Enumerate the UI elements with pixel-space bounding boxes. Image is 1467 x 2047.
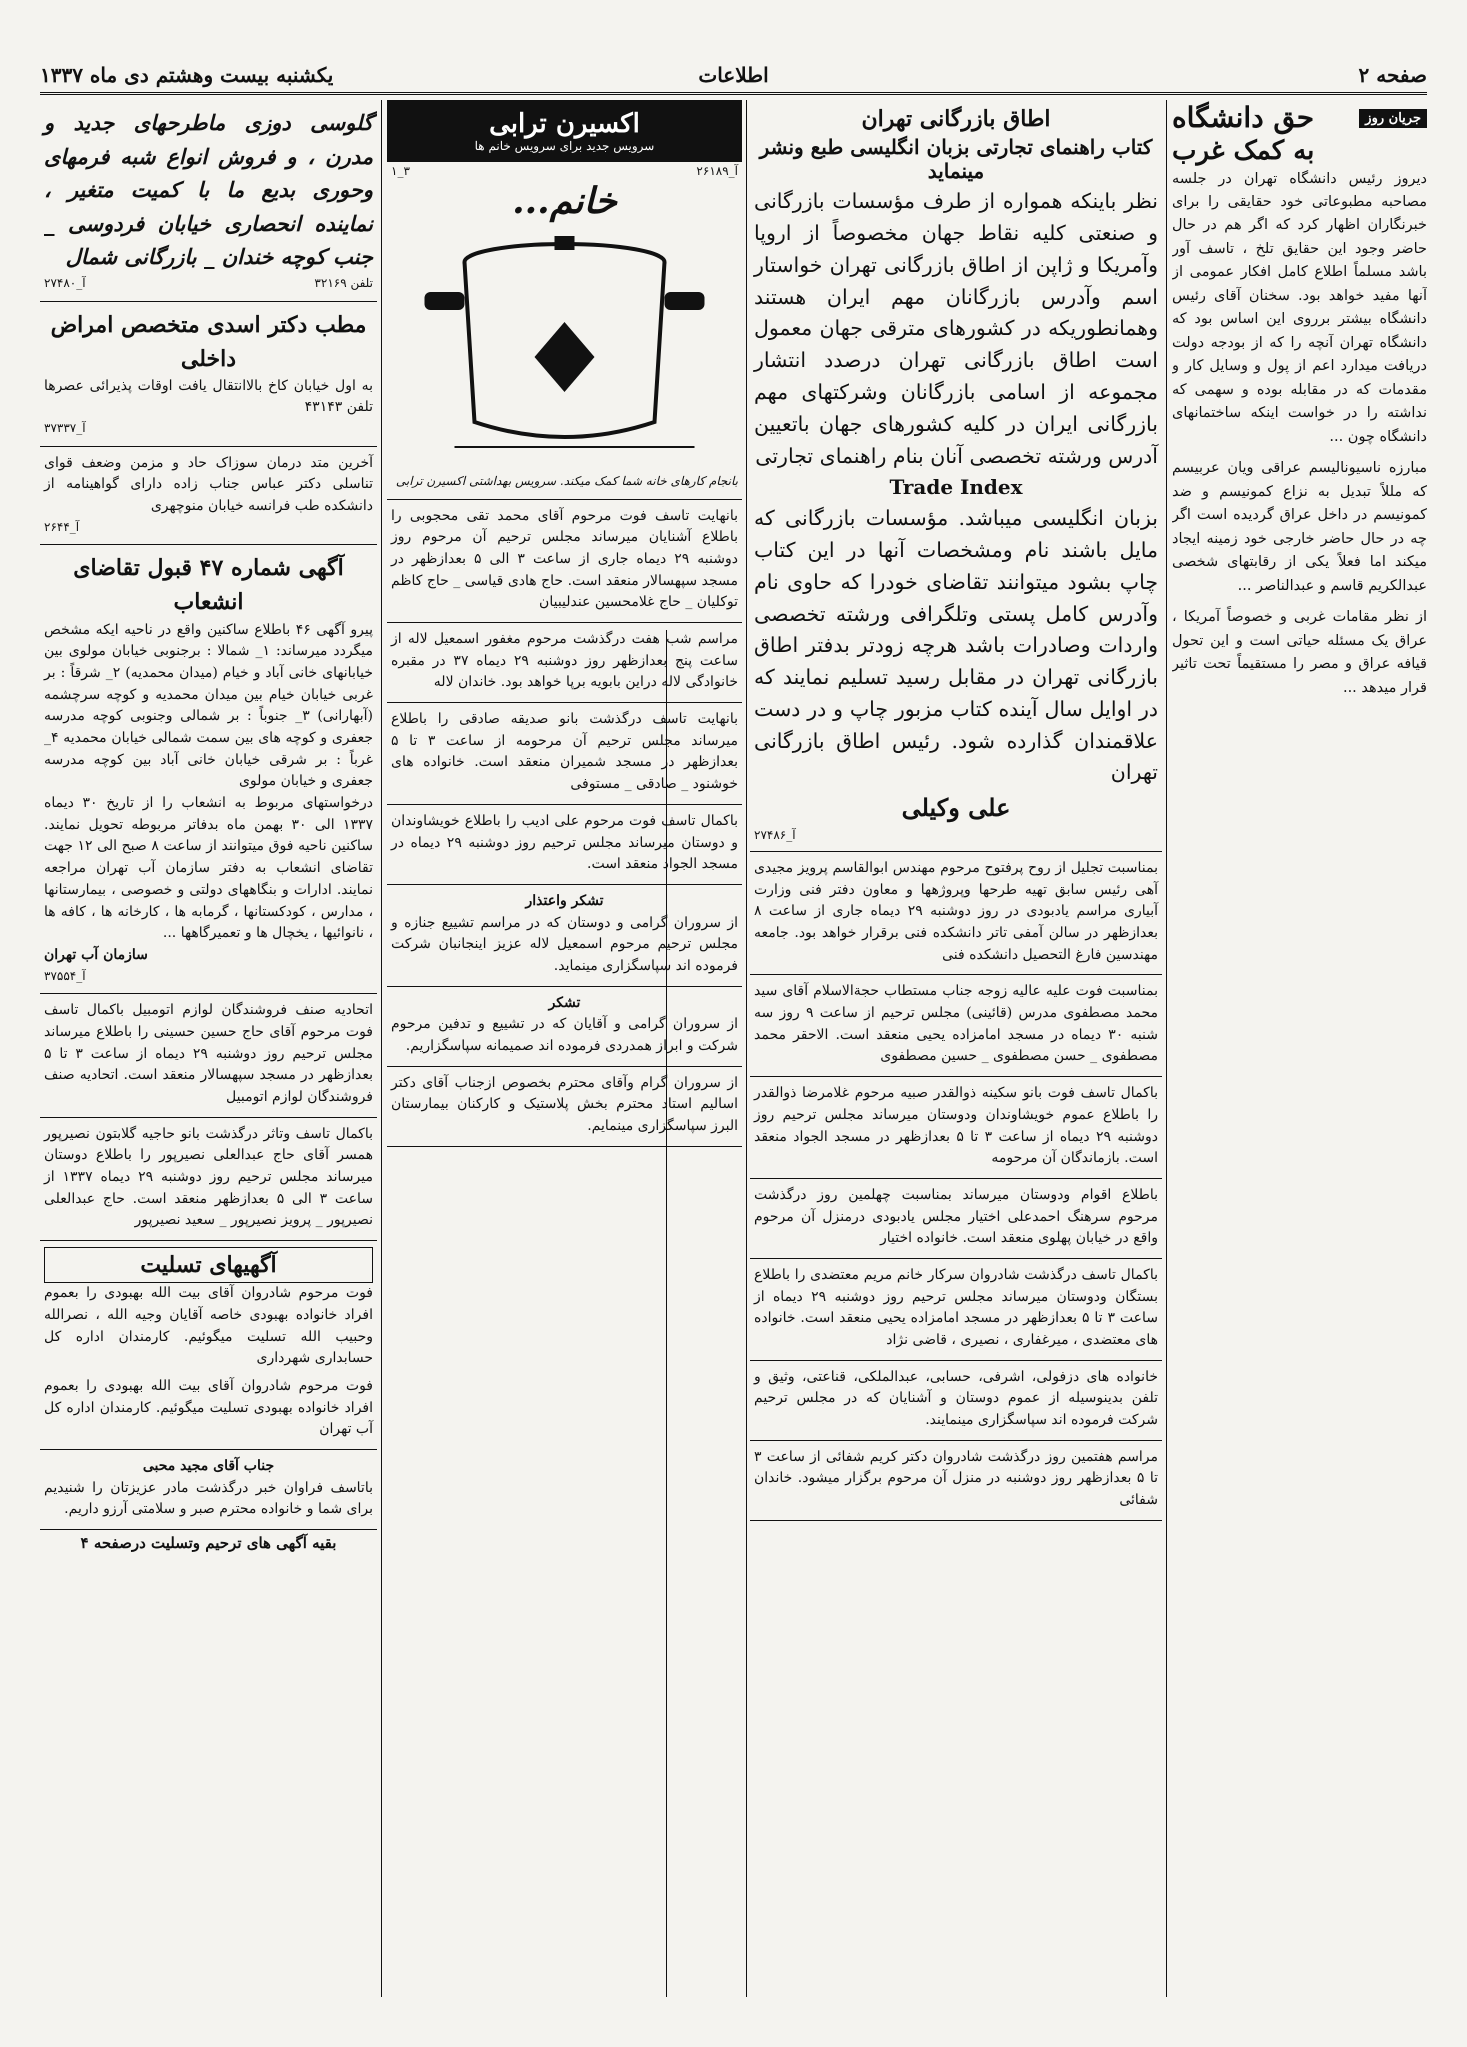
brand-ad-box xyxy=(387,100,742,162)
condolence-text: فوت مرحوم شادروان آقای بیت الله بهبودی را بعموم افراد خانواده بهبودی خاصه آقایان وجیه الله ، نصرالله وحبیب الله تسلیت میگوئیم. کارمندان اداره کل حسابداری شهرداری xyxy=(44,1285,373,1367)
pressure-cooker-illustration xyxy=(387,222,742,462)
clinic-ad xyxy=(40,302,377,447)
column-commerce xyxy=(750,100,1162,1997)
commerce-subtitle: کتاب راهنمای تجارتی بزبان انگلیسی طبع ونشر مینماید xyxy=(759,135,1153,184)
headline-university-right: حق دانشگاه xyxy=(1172,101,1315,134)
commerce-body: نظر باینکه همواره از طرف مؤسسات بازرگانی و صنعتی کلیه نقاط جهان مخصوصاً از اروپا وآمریکا و ژاپن از اطاق بازرگانی تهران خواستار اسم وآدرس بازرگانان مهم ایران هستند وهمانطوریکه در کشورهای مترقی جهان معمول است اطاق بازرگانی تهران درصدد انتشار مجموعه از اسامی بازرگانان وشرکتهای مهم بازرگانی ایران در کلیه کشورهای جهان باتعیین آدرس ورشته تخصصی آنان بنام راهنمای تجارتی xyxy=(754,189,1158,468)
ad-caption: بانجام کارهای خانه شما کمک میکند. سرویس بهداشتی اکسیرن ترابی xyxy=(387,466,742,500)
article-west: از نظر مقامات غربی و خصوصاً آمریکا ، عراق یک مسئله حیاتی است و این تحول قیافه عراق و مصر را مستقیماً تحت تاثیر قرار میدهد ... xyxy=(1172,609,1427,696)
clinic-ref: آ_۳۷۳۳۷ xyxy=(44,421,86,436)
water-notice-ref: آ_۳۷۵۵۴ xyxy=(44,968,86,983)
ad-headline-madam: خانم... xyxy=(512,180,617,222)
column-rule xyxy=(746,100,747,1997)
brand-ref: آ_۲۶۱۸۹ xyxy=(696,164,738,178)
calligraphy-ad-text: گلوسی دوزی ماطرحهای جدید و مدرن ، و فروش انواع شبه فرمهای وحوری بدیع ما با کمیت متغیر ، نماینده انحصاری خیابان فردوسی _ جنب کوچه خندان _ بازرگانی شمال xyxy=(44,110,373,270)
trade-index-label: Trade Index xyxy=(889,475,1023,500)
column-classifieds xyxy=(40,100,377,1997)
obituary-notice: مراسم شب هفت درگذشت مرحوم مغفور اسمعیل لاله از ساعت پنج بعدازظهر روز دوشنبه ۲۹ دیماه ۳۷ در مقبره خانوادگی لاله دراین بابویه برپا خواهد بود. خاندان لاله xyxy=(387,623,742,703)
thanks-title: تشکر xyxy=(548,994,581,1011)
newspaper-name: اطلاعات xyxy=(698,63,769,87)
medical-notice-ref: آ_۲۶۴۴ xyxy=(44,519,80,534)
commerce-body-cont: بزبان انگلیسی میباشد. مؤسسات بازرگانی که مایل باشند نام ومشخصات آنها در این کتاب چاپ بشود میتوانند تقاضای خودرا که حاوی نام وآدرس کامل پستی وتلگرافی ورشته تخصصی واردات وصادرات باشد هرچه زودتر بدفتر اطاق بازرگانی تهران در مقابل رسید تسلیم نمایند که در اوایل سال آینده کتاب مزبور چاپ و در دست علاقمندان گذارده شود. رئیس اطاق بازرگانی تهران xyxy=(754,506,1158,785)
brand-subtitle: سرویس جدید برای سرویس خانم ها xyxy=(474,139,655,153)
clinic-title: مطب دکتر اسدی متخصص امراض داخلی xyxy=(50,311,367,372)
thanks-notice xyxy=(387,885,742,987)
column-editorial xyxy=(1172,100,1427,1997)
article-iraq: مبارزه ناسیونالیسم عراقی ویان عربیسم که مللاً تبدیل به نزاع کمونیسم و ضد کمونیسم در داخل عراق گردیده است اگر چه در حال حاضر خارجی خود زمینه ایجاد میکند اما فعلاً یکی از رقابتهای شخصی عبدالکریم قاسم و عبدالناصر ... xyxy=(1172,460,1427,594)
personal-condolence xyxy=(40,1450,377,1530)
obituary-notice: باکمال تاسف فوت بانو سکینه ذوالقدر صبیه مرحوم غلامرضا ذوالقدر را باطلاع عموم خویشاوندان ودوستان میرساند مجلس ترحیم روز دوشنبه ۲۹ دیماه از ساعت ۳ تا ۵ بعدازظهر در مسجد الجواد منعقد است. بازماندگان آن مرحومه xyxy=(750,1077,1162,1179)
brand-ref-b: ۳_۱ xyxy=(391,164,410,178)
page-number: صفحه ۲ xyxy=(1358,63,1427,87)
water-notice-body-cont: درخواستهای مربوط به انشعاب را از تاریخ ۳۰ دیماه ۱۳۳۷ الی ۳۰ بهمن ماه بدفاتر مربوطه تحویل نمایند. ساکنین ناحیه فوق میتوانند از ساعت ۸ صبح الی ۱۲ جهت تقاضای انشعاب به دفتر سازمان آب تهران مراجعه نمایند. ادارات و بنگاههای دولتی و خصوصی ، بیمارستانها ، مدارس ، کودکستانها ، گرمابه ها ، کارخانه ها ، کافه ها ، نانوائیها ، یخچال ها و تعمیرگاهها ... xyxy=(44,795,374,942)
page-header xyxy=(40,62,1427,95)
calligraphy-ad xyxy=(40,100,377,302)
obituary-notice: بانهایت تاسف فوت مرحوم آقای محمد تقی محجوبی را باطلاع آشنایان میرساند مجلس ترحیم آن مرحوم روز دوشنبه ۲۹ دیماه جاری از ساعت ۳ الی ۵ بعدازظهر در مسجد سپهسالار منعقد است. حاج هادی قیاسی _ حاج کاظم توکلیان _ حاج غلامحسین عندلیبیان xyxy=(387,500,742,623)
condolence-section xyxy=(40,1241,377,1450)
obituary-notice: خانواده های دزفولی، اشرفی، حسابی، عبدالملکی، قناعتی، وثیق و تلفن بدینوسیله از عموم دوستان و آشنایان که در مجلس ترحیم شرکت فرموده اند سپاسگزاری مینمایند. xyxy=(750,1361,1162,1441)
badge-current-affairs: جریان روز xyxy=(1359,109,1427,128)
commerce-ref: آ_۲۷۴۸۶ xyxy=(754,828,796,843)
water-notice-title: آگهی شماره ۴۷ قبول تقاضای انشعاب xyxy=(73,555,344,616)
thanks-body: از سروران گرامی و آقایان که در تشییع و تدفین مرحوم شرکت و ابراز همدردی فرموده اند صمیمانه سپاسگزاریم. xyxy=(391,1016,738,1055)
thanks-notice xyxy=(387,987,742,1067)
column-rule xyxy=(381,100,382,1997)
thanks-notice: از سروران گرام وآقای محترم بخصوص ازجناب آقای دکتر اسالیم استاد محترم بخش پلاستیک و کارکنان بیمارستان البرز سپاسگزاری مینمایم. xyxy=(387,1067,742,1147)
thanks-body: از سروران گرامی و دوستان که در مراسم تشییع جنازه و مجلس ترحیم مرحوم اسمعیل لاله عزیز اینجانبان شرکت فرموده اند سپاسگزاری مینماید. xyxy=(391,914,738,974)
water-notice-signature: سازمان آب تهران xyxy=(44,946,148,963)
obituary-notice: باطلاع اقوام ودوستان میرساند بمناسبت چهلمین روز درگذشت مرحوم سرهنگ احمدعلی اختیار مجلس یادبودی درمنزل آن مرحوم واقع در خیابان پهلوی منعقد است. خانواده اختیار xyxy=(750,1179,1162,1259)
condolence-text: فوت مرحوم شادروان آقای بیت الله بهبودی را بعموم افراد خانواده بهبودی تسلیت میگوئیم. کارمندان اداره کل آب تهران xyxy=(44,1377,373,1438)
medical-notice xyxy=(40,447,377,546)
personal-condolence-body: باتاسف فراوان خبر درگذشت مادر عزیزتان را شنیدیم برای شما و خانواده محترم صبر و سلامتی آرزو داریم. xyxy=(44,1479,373,1518)
obituary-notice: مراسم هفتمین روز درگذشت شادروان دکتر کریم شفائی از ساعت ۳ تا ۵ بعدازظهر روز دوشنبه در منزل آن مرحوم برگزار میشود. خاندان شفائی xyxy=(750,1441,1162,1521)
water-branch-notice xyxy=(40,545,377,994)
brand-title: اکسیرن ترابی xyxy=(489,109,640,139)
column-rule xyxy=(1166,100,1167,1997)
personal-condolence-title: جناب آقای مجید محبی xyxy=(142,1457,275,1474)
article-university: دیروز رئیس دانشگاه تهران در جلسه مصاحبه مطبوعاتی خود حقایقی را برای خبرنگاران اظهار کرد که اگر هم در حال حاضر وجود این حقایق تلخ ، تاسف آور باشد مسلماً اطلاع کامل افکار عمومی از آنها مفید خواهد بود. سخنان آقای رئیس دانشگاه بیشتر برروی این اساس بود که دانشگاه تهران آنچه را که از بودجه دولت دریافت میدارد اعم از پول و وسایل کار و مقدمات که در مقابله بوده و سهمی که نداشته را در خواست اینکه ساختمانهای دانشگاه چون ... xyxy=(1172,170,1427,445)
clinic-body: به اول خیابان کاخ بالاانتقال یافت اوقات پذیرائی عصرها تلفن ۴۳۱۴۳ xyxy=(44,377,373,416)
commerce-title: اطاق بازرگانی تهران xyxy=(861,106,1051,132)
continued-note: بقیه آگهی های ترحیم وتسلیت درصفحه ۴ xyxy=(80,1534,337,1552)
column-ads xyxy=(387,100,742,1997)
obituary-notice: بانهایت تاسف درگذشت بانو صدیقه صادقی را باطلاع میرساند مجلس ترحیم آن مرحومه از ساعت ۳ تا ۵ بعدازظهر در مسجد شمیران منعقد است. خانواده های خوشنود _ صادقی _ مستوفی xyxy=(387,703,742,805)
obituary-notice: اتحادیه صنف فروشندگان لوازم اتومبیل باکمال تاسف فوت مرحوم آقای حاج حسین حسینی را باطلاع میرساند مجلس ترحیم روز دوشنبه ۲۹ دیماه از ساعت ۳ تا ۵ بعدازظهر در مسجد سپهسالار منعقد است. اتحادیه صنف فروشندگان لوازم اتومبیل xyxy=(40,994,377,1117)
obituary-notice: باکمال تاسف وتاثر درگذشت بانو حاجیه گلابتون نصیرپور همسر آقای حاج عبدالعلی نصیرپور را باطلاع دوستان میرساند مجلس ترحیم روز دوشنبه ۲۹ دیماه ۱۳۳۷ از ساعت ۳ الی ۵ بعدازظهر منعقد است. حاج عبدالعلی نصیرپور _ پرویز نصیرپور _ سعید نصیرپور xyxy=(40,1118,377,1241)
condolence-title: آگهیهای تسلیت xyxy=(44,1247,373,1283)
obituary-notice: باکمال تاسف درگذشت شادروان سرکار خانم مریم معتضدی را باطلاع بستگان ودوستان میرساند مجلس ترحیم روز دوشنبه ۲۹ دیماه از ساعت ۳ تا ۵ بعدازظهر در مسجد امامزاده یحیی منعقد است. خانواده های معتضدی ، میرغفاری ، نصیری ، قاضی نژاد xyxy=(750,1259,1162,1361)
issue-date: یکشنبه بیست وهشتم دی ماه ۱۳۳۷ xyxy=(40,63,334,87)
ad-phone: تلفن ۳۲۱۶۹ xyxy=(314,275,373,290)
obituary-notice: باکمال تاسف فوت مرحوم علی ادیب را باطلاع خویشاوندان و دوستان میرساند مجلس ترحیم روز دوشنبه ۲۹ دیماه در مسجد الجواد منعقد است. xyxy=(387,805,742,885)
ad-ref: آ_۲۷۴۸۰ xyxy=(44,275,86,290)
obituary-notice: بمناسبت تجلیل از روح پرفتوح مرحوم مهندس ابوالقاسم پرویز مجیدی آهی رئیس سابق تهیه طرحها وپروژهها و معاون دفتر فنی وزارت آبیاری مراسم یادبودی در روز دوشنبه ۲۹ دیماه جاری از ساعت ۸ بعدازظهر در سالن آمفی تاتر دانشکده فنی برقرار خواهد بود. جامعه مهندسین فارغ التحصیل دانشکده فنی xyxy=(750,852,1162,975)
thanks-title: تشکر واعتذار xyxy=(525,892,604,909)
water-notice-body: پیرو آگهی ۴۶ باطلاع ساکنین واقع در ناحیه ایکه مشخص میگردد میرساند: ۱_ شمالا : برجنوبی خیابان مولوی بین خیابانهای خانی آباد و خیام (میدان محمدیه) ۲_ شرقاً : بر غربی خیابان خیام بین میدان محمدیه و کوچه سرچشمه (آبهارانی) ۳_ جنوباً : بر شمالی وجنوبی کوچه مدرسه جعفری و کوچه های بین سمت شمالی خیابان محمدیه ۴_ غرباً : بر شرقی خیابان خانی آباد بین کوچه مدرسه جعفری و خیابان مولوی xyxy=(44,621,373,790)
headline-west-aid: به کمک غرب xyxy=(1172,136,1315,166)
commerce-notice xyxy=(750,100,1162,852)
obituary-notice: بمناسبت فوت علیه عالیه زوجه جناب مستطاب حجةالاسلام آقای سید محمد مصطفوی مدرس (قائینی) مجلس ترحیم از ساعت ۹ روز سه شنبه ۳۰ دیماه در مسجد امامزاده یحیی منعقد است. الاحقر محمد مصطفوی _ حسن مصطفوی _ حسین مصطفوی xyxy=(750,975,1162,1077)
commerce-signature: علی وکیلی xyxy=(901,793,1011,823)
medical-notice-body: آخرین متد درمان سوزاک حاد و مزمن وضعف قوای تناسلی دکتر عباس جناب زاده دارای گواهینامه از دانشکده طب فرانسه خیابان منوچهری xyxy=(44,454,373,515)
